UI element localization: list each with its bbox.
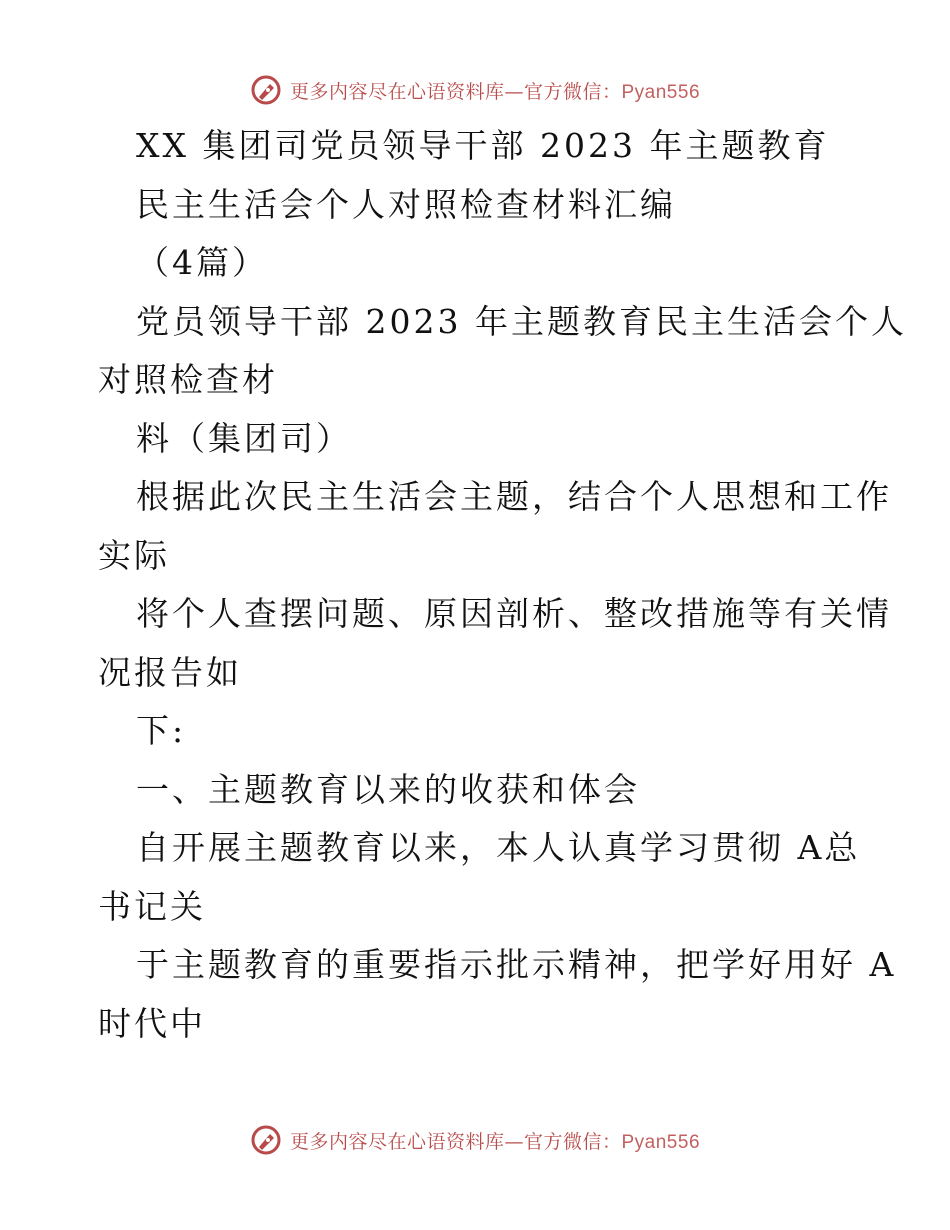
document-body bbox=[98, 117, 907, 1053]
pen-nib-logo-icon bbox=[250, 74, 282, 106]
paragraph-line: 下: bbox=[136, 711, 187, 750]
paragraph-line: 于主题教育的重要指示批示精神，把学好用好 A bbox=[136, 945, 897, 984]
paragraph-line: 书记关 bbox=[98, 886, 206, 926]
watermark-wechat-id: Pyan556 bbox=[621, 81, 701, 103]
watermark-text: 更多内容尽在心语资料库—官方微信：Pyan556 bbox=[289, 1130, 701, 1153]
watermark-group bbox=[250, 74, 700, 106]
watermark-text: 更多内容尽在心语资料库—官方微信：Pyan556 bbox=[289, 80, 701, 103]
paragraph-line: 实际 bbox=[98, 535, 170, 575]
section-heading: 一、主题教育以来的收获和体会 bbox=[136, 769, 640, 809]
paragraph-line: 将个人查摆问题、原因剖析、整改措施等有关情 bbox=[136, 594, 892, 633]
doc-title-line-1: XX 集团司党员领导干部 2023 年主题教育 bbox=[136, 126, 830, 165]
watermark-group bbox=[250, 1124, 700, 1156]
section-title-line-1: 党员领导干部 2023 年主题教育民主生活会个人 bbox=[136, 301, 907, 341]
doc-title-count: （4篇） bbox=[136, 243, 268, 282]
paragraph-line: 根据此次民主生活会主题，结合个人思想和工作 bbox=[136, 477, 892, 516]
watermark-wechat-id: Pyan556 bbox=[621, 1131, 701, 1153]
paragraph-line: 时代中 bbox=[98, 1003, 206, 1043]
watermark-footer bbox=[0, 1120, 950, 1160]
pen-nib-logo-icon bbox=[250, 1124, 282, 1156]
watermark-header bbox=[0, 70, 950, 110]
doc-title-line-2: 民主生活会个人对照检查材料汇编 bbox=[136, 184, 676, 224]
section-title-line-3: 料（集团司） bbox=[136, 418, 352, 458]
paragraph-line: 况报告如 bbox=[98, 652, 242, 692]
section-title-line-2: 对照检查材 bbox=[98, 360, 278, 399]
paragraph-line: 自开展主题教育以来，本人认真学习贯彻 A总 bbox=[136, 828, 861, 867]
